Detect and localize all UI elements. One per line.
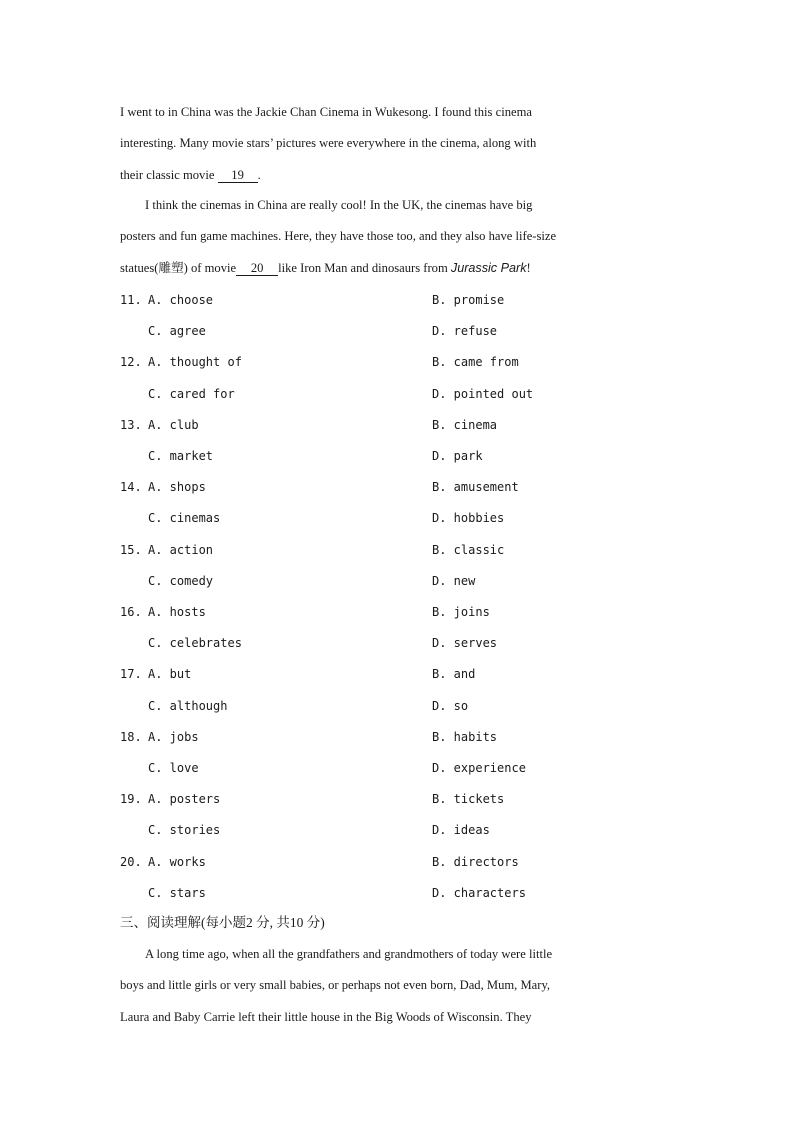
option-b: B. joins (432, 605, 490, 619)
option-d: D. new (432, 573, 476, 588)
question-row (0, 696, 794, 716)
question-row (0, 852, 794, 872)
option-c: C. agree (148, 324, 206, 339)
option-b: B. amusement (432, 480, 519, 495)
option-a: A. works (148, 854, 206, 869)
question-row (0, 540, 794, 560)
passage-paragraph-2 (120, 190, 676, 284)
option-b: B. habits (432, 729, 498, 744)
question-row (0, 508, 794, 528)
question-row (0, 384, 794, 404)
passage-line: I went to in China was the Jackie Chan Cinema in Wukesong. I found this cinema (120, 105, 532, 119)
question-row (0, 789, 794, 809)
option-d: D. ideas (432, 823, 490, 838)
passage-line (120, 160, 676, 191)
option-a: A. hosts (148, 605, 206, 619)
option-c: C. comedy (148, 573, 214, 588)
question-row (0, 321, 794, 341)
section-heading: 三、阅读理解(每小题2 分, 共10 分) (120, 915, 325, 930)
option-c: C. stories (148, 823, 221, 838)
blank-20: 20 (236, 261, 278, 276)
question-row (0, 477, 794, 497)
passage-line: boys and little girls or very small babies, or perhaps not even born, Dad, Mum, Mary, (120, 978, 551, 993)
question-row (0, 664, 794, 684)
movie-title: Jurassic Park (450, 260, 527, 275)
question-row (0, 883, 794, 903)
question-row (0, 758, 794, 778)
option-b: B. tickets (432, 792, 505, 807)
question-number: 19. (120, 792, 142, 807)
option-b: B. directors (432, 854, 519, 869)
passage-line: I think the cinemas in China are really cool! In the UK, the cinemas have big (145, 198, 533, 212)
question-row (0, 820, 794, 840)
question-number: 18. (120, 729, 142, 744)
option-c: C. although (148, 698, 228, 713)
question-row (0, 446, 794, 466)
question-number: 16. (120, 605, 142, 619)
option-a: A. thought of (148, 355, 242, 370)
question-row (0, 602, 794, 622)
passage-text: their classic movie (120, 167, 218, 182)
option-c: C. celebrates (148, 636, 242, 651)
passage-line: posters and fun game machines. Here, they have those too, and they also have life-size (120, 229, 557, 244)
question-number: 15. (120, 542, 142, 557)
option-b: B. promise (432, 293, 505, 307)
option-c: C. cinemas (148, 511, 221, 526)
option-a: A. club (148, 417, 199, 432)
blank-19: 19 (218, 168, 258, 183)
option-a: A. jobs (148, 729, 199, 744)
question-number: 17. (120, 667, 142, 682)
passage-line: A long time ago, when all the grandfathers and grandmothers of today were little (145, 947, 553, 961)
option-c: C. market (148, 449, 214, 463)
option-b: B. and (432, 667, 476, 682)
question-number: 13. (120, 417, 142, 432)
option-d: D. refuse (432, 324, 498, 339)
option-a: A. shops (148, 480, 206, 495)
reading-passage (120, 939, 676, 1033)
question-number: 11. (120, 293, 142, 307)
question-row (0, 727, 794, 747)
question-row (0, 290, 794, 310)
option-d: D. so (432, 698, 469, 713)
option-d: D. experience (432, 761, 526, 775)
question-row (0, 571, 794, 591)
option-d: D. hobbies (432, 511, 505, 526)
passage-text: . (257, 167, 261, 182)
option-c: C. love (148, 761, 199, 775)
question-number: 12. (120, 355, 142, 370)
option-b: B. came from (432, 355, 519, 370)
option-a: A. choose (148, 293, 214, 307)
option-d: D. serves (432, 636, 498, 651)
question-row (0, 415, 794, 435)
option-d: D. park (432, 449, 483, 463)
question-number: 20. (120, 854, 142, 869)
question-row (0, 633, 794, 653)
option-d: D. pointed out (432, 386, 534, 401)
passage-line (120, 253, 676, 284)
question-number: 14. (120, 480, 142, 495)
option-a: A. action (148, 542, 214, 557)
passage-line: interesting. Many movie stars’ pictures were everywhere in the cinema, along with (120, 136, 537, 151)
option-a: A. posters (148, 792, 221, 807)
passage-text: statues(雕塑) of movie (120, 260, 237, 275)
passage-line: Laura and Baby Carrie left their little house in the Big Woods of Wisconsin. They (120, 1009, 532, 1024)
option-b: B. classic (432, 542, 505, 557)
option-a: A. but (148, 667, 192, 682)
option-c: C. cared for (148, 386, 235, 401)
passage-text: like Iron Man and dinosaurs from (278, 260, 451, 275)
question-row (0, 352, 794, 372)
option-b: B. cinema (432, 417, 498, 432)
option-d: D. characters (432, 885, 526, 900)
passage-text: ! (526, 260, 531, 275)
passage-continuation (120, 97, 676, 191)
option-c: C. stars (148, 885, 206, 900)
